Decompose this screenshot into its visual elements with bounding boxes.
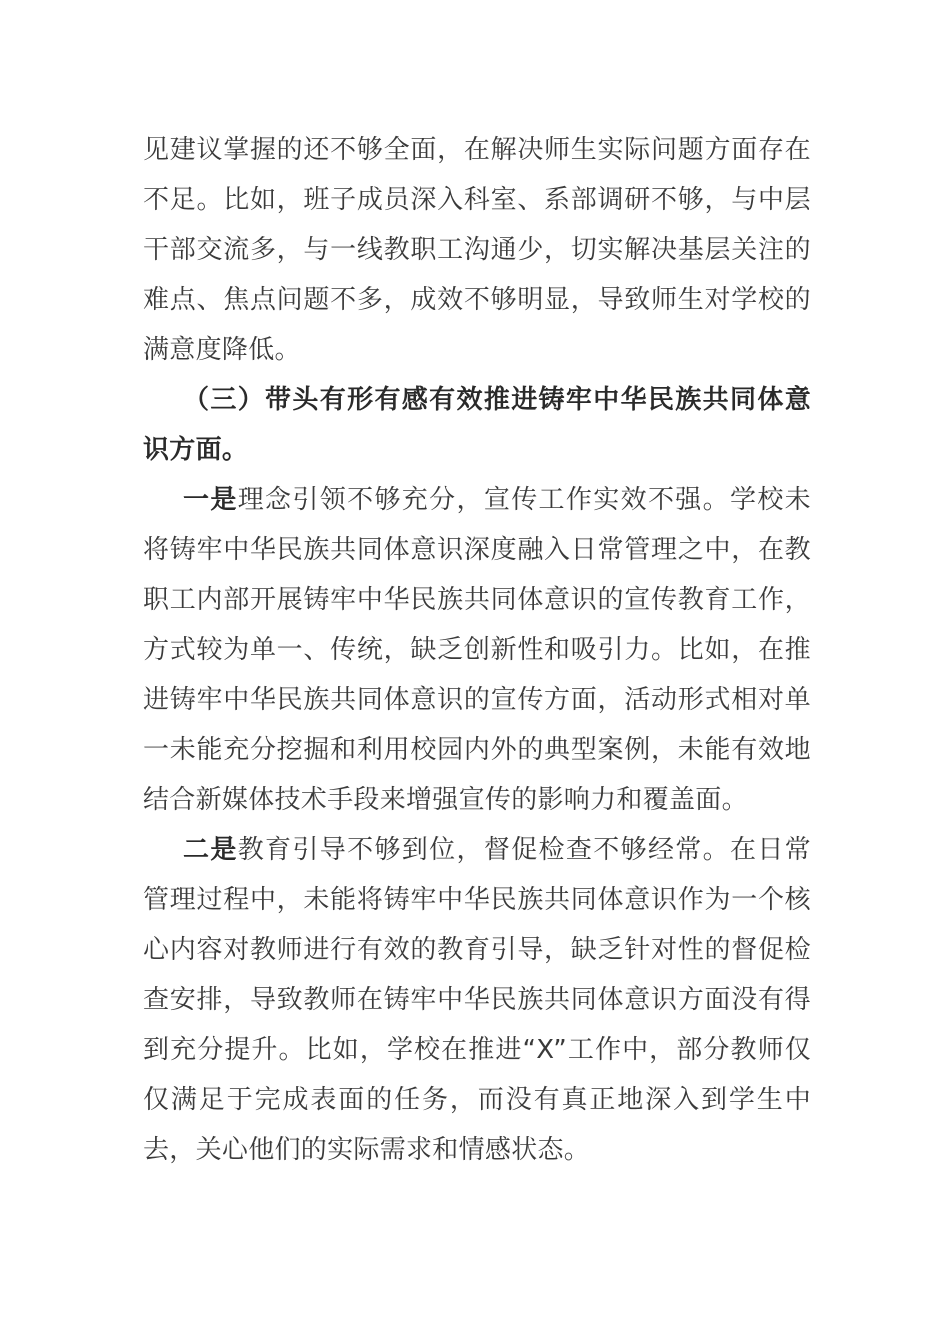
paragraph-point-one bbox=[143, 475, 811, 825]
point-one-text: 理念引领不够充分，宣传工作实效不强。学校未将铸牢中华民族共同体意识深度融入日常管理之中，在教职工内部开展铸牢中华民族共同体意识的宣传教育工作，方式较为单一、传统，缺乏创新性和吸引力。比如，在推进铸牢中华民族共同体意识的宣传方面，活动形式相对单一未能充分挖掘和利用校园内外的典型案例，未能有效地结合新媒体技术手段来增强宣传的影响力和覆盖面。 bbox=[143, 485, 811, 815]
section-heading: （三）带头有形有感有效推进铸牢中华民族共同体意识方面。 bbox=[143, 385, 811, 465]
point-two-lead: 二是 bbox=[183, 835, 238, 865]
paragraph-continuation: 见建议掌握的还不够全面，在解决师生实际问题方面存在不足。比如，班子成员深入科室、系部调研不够，与中层干部交流多，与一线教职工沟通少，切实解决基层关注的难点、焦点问题不多，成效不够明显，导致师生对学校的满意度降低。 bbox=[143, 135, 811, 365]
paragraph-point-two bbox=[143, 825, 811, 1175]
document-body bbox=[143, 125, 811, 1175]
point-two-text: 教育引导不够到位，督促检查不够经常。在日常管理过程中，未能将铸牢中华民族共同体意识作为一个核心内容对教师进行有效的教育引导，缺乏针对性的督促检查安排，导致教师在铸牢中华民族共同体意识方面没有得到充分提升。比如，学校在推进“X”工作中，部分教师仅仅满足于完成表面的任务，而没有真正地深入到学生中去，关心他们的实际需求和情感状态。 bbox=[143, 835, 811, 1165]
point-one-lead: 一是 bbox=[183, 485, 238, 515]
